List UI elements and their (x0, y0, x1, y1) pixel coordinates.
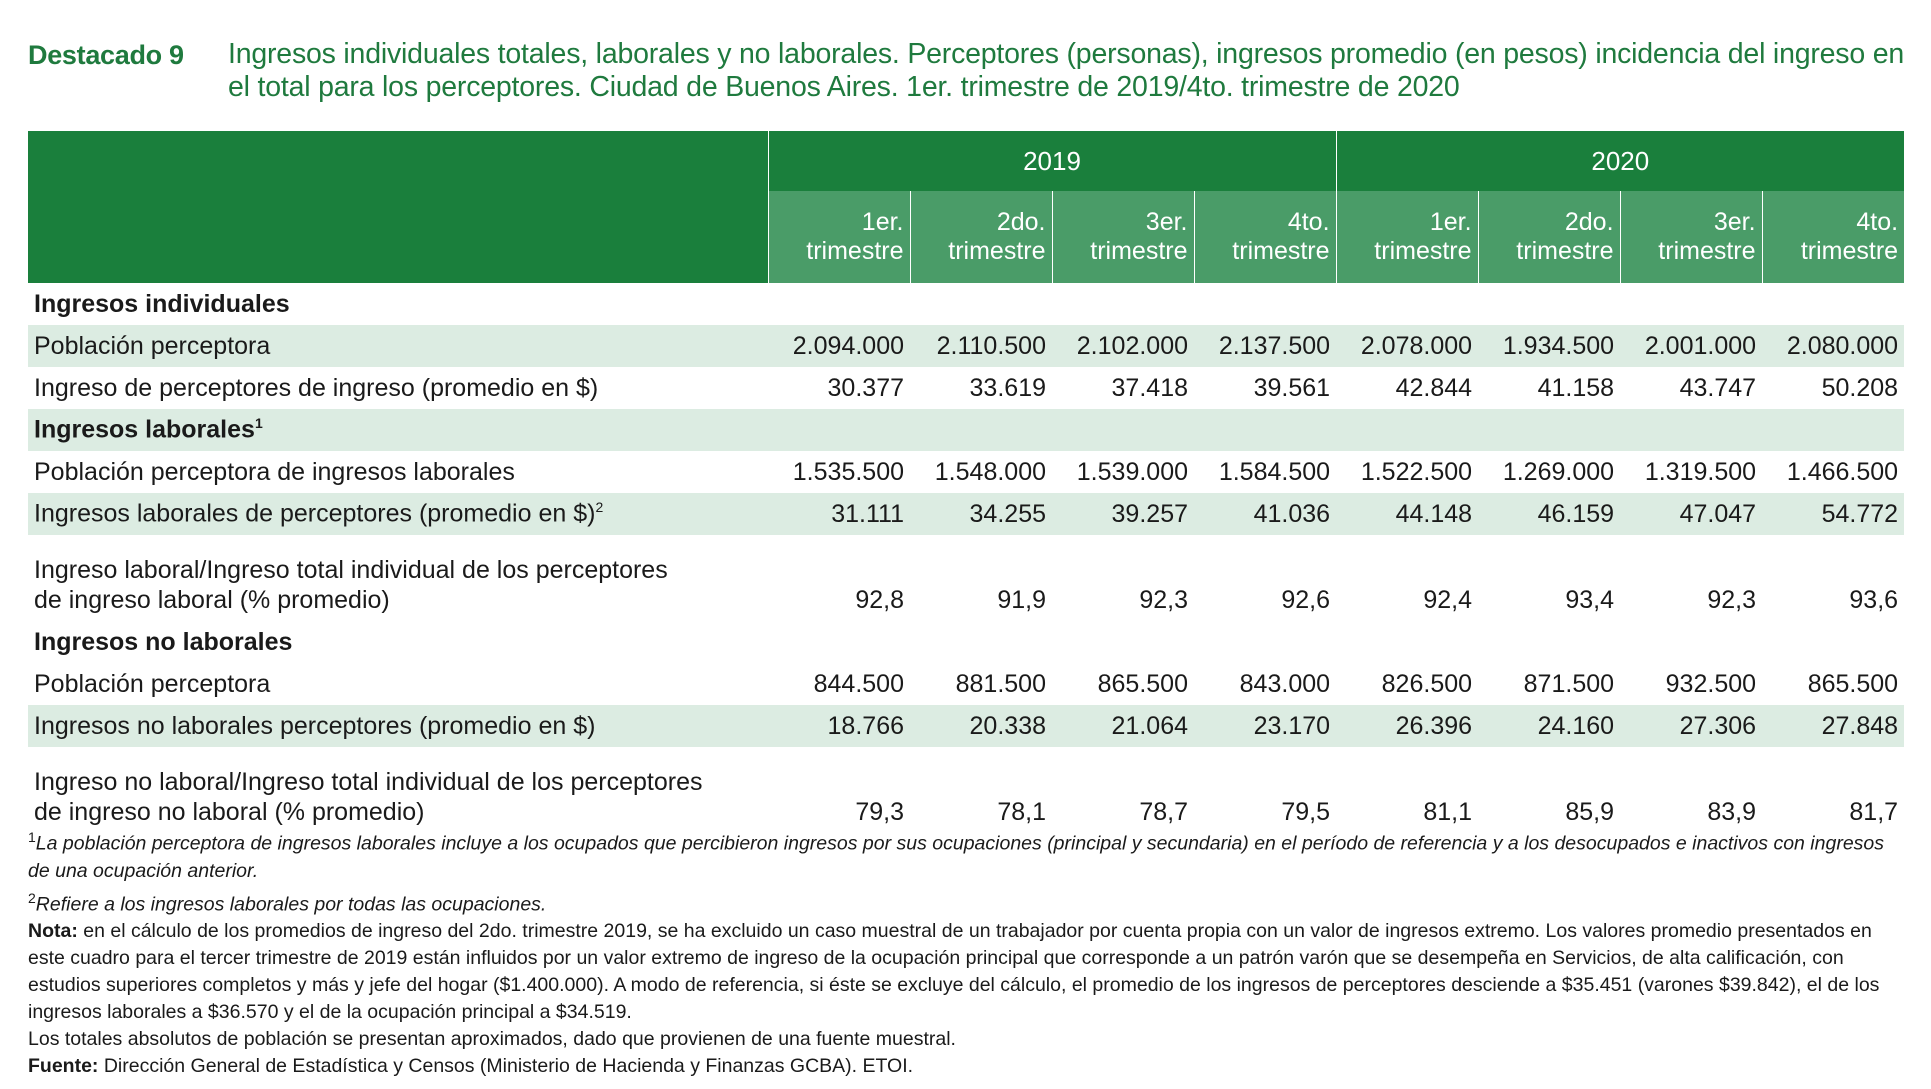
table-cell: 41.036 (1194, 493, 1336, 535)
table-cell: 865.500 (1807, 669, 1899, 698)
table-row (28, 451, 1904, 493)
table-row (28, 535, 1904, 621)
footnote-1-text: La población perceptora de ingresos laborales incluye a los ocupados que percibieron ingresos por sus ocupaciones (principal y secundaria) en el período de referencia y a los desocupados e inactivos con ingresos de una ocupación anterior. (28, 832, 1885, 882)
footnote-marker: 2 (595, 499, 604, 516)
year-header-row (28, 131, 1904, 191)
footnote-2-marker: 2 (28, 889, 36, 906)
figure-title: Ingresos individuales totales, laborales y no laborales. Perceptores (personas), ingresos promedio (en pesos) incidencia del ingreso en el total para los perceptores. Ciudad de Buenos Aires. 1er. trimestre de 2019/4to. trimestre de 2020 (228, 38, 1905, 103)
table-cell: 1.539.000 (1076, 457, 1188, 486)
row-label (28, 367, 768, 409)
section-title-text: Ingresos laborales (34, 415, 255, 444)
table-cell: 2.102.000 (1052, 325, 1194, 367)
section-title-text: Ingresos no laborales (34, 627, 293, 656)
nota-label: Nota: (28, 920, 78, 942)
row-label (28, 325, 768, 367)
section-title (28, 621, 1904, 663)
section-title (28, 283, 1904, 325)
table-row (28, 663, 1904, 705)
table-cell: 81,1 (1423, 798, 1473, 826)
row-label (28, 451, 768, 493)
figure-label: Destacado 9 (28, 40, 184, 70)
footnote-1 (28, 824, 1908, 885)
row-label-text: Ingresos no laborales perceptores (promedio en $) (34, 711, 596, 740)
table-cell: 37.418 (1111, 373, 1188, 402)
table-cell: 54.772 (1762, 493, 1904, 535)
row-label (28, 493, 768, 535)
table-cell: 843.000 (1239, 669, 1331, 698)
table-cell: 881.500 (955, 669, 1046, 698)
table-row (28, 325, 1904, 367)
header (28, 38, 1908, 108)
table-cell: 92,4 (1423, 586, 1473, 614)
table-row (28, 367, 1904, 409)
quarter-header: 1er. trimestre (768, 191, 910, 283)
table-cell: 78,1 (997, 798, 1046, 826)
table-cell: 30.377 (827, 373, 904, 402)
table-cell: 826.500 (1381, 669, 1473, 698)
table-cell: 92,3 (1139, 586, 1188, 614)
table-cell: 93,6 (1849, 586, 1899, 614)
table-cell: 21.064 (1052, 705, 1194, 747)
year-2019-header: 2019 (768, 131, 1336, 191)
fuente (28, 1053, 1908, 1080)
row-label-line: de ingreso no laboral (% promedio) (34, 798, 425, 826)
table-cell: 2.080.000 (1762, 325, 1904, 367)
table-cell: 2.110.500 (910, 325, 1052, 367)
table-cell: 47.047 (1620, 493, 1762, 535)
row-label (28, 705, 768, 747)
table-cell: 92,8 (855, 586, 904, 614)
section-title-text: Ingresos individuales (34, 289, 290, 318)
table-cell: 34.255 (910, 493, 1052, 535)
table-cell: 865.500 (1097, 669, 1188, 698)
table-cell: 41.158 (1537, 373, 1615, 402)
table-cell: 1.548.000 (934, 457, 1046, 486)
fuente-text: Dirección General de Estadística y Censos (Ministerio de Hacienda y Finanzas GCBA). ETOI. (103, 1055, 914, 1077)
table-cell: 27.306 (1620, 705, 1762, 747)
section-row (28, 409, 1904, 451)
footnote-1-marker: 1 (28, 829, 36, 845)
table-cell: 932.500 (1665, 669, 1757, 698)
table-cell: 83,9 (1707, 798, 1757, 826)
header-corner (28, 131, 768, 283)
row-label (28, 747, 768, 833)
table-cell: 2.094.000 (768, 325, 910, 367)
row-label-text: Población perceptora (34, 331, 271, 360)
section-row (28, 621, 1904, 663)
table-cell: 79,3 (855, 798, 904, 826)
quarter-header: 4to. trimestre (1762, 191, 1904, 283)
quarter-header: 2do. trimestre (1478, 191, 1620, 283)
table-cell: 39.257 (1052, 493, 1194, 535)
row-label-text: Ingreso de perceptores de ingreso (promedio en $) (34, 373, 599, 402)
footnote-2 (28, 885, 1908, 919)
table-cell: 2.078.000 (1336, 325, 1478, 367)
table-cell: 46.159 (1478, 493, 1620, 535)
table-cell: 91,9 (997, 586, 1046, 614)
year-2020-header: 2020 (1336, 131, 1904, 191)
table-row (28, 747, 1904, 833)
table-cell: 871.500 (1523, 669, 1615, 698)
table-cell: 1.269.000 (1502, 457, 1615, 486)
table-row (28, 493, 1904, 535)
table-cell: 31.111 (768, 493, 910, 535)
table-cell: 81,7 (1849, 798, 1899, 826)
footnote-marker: 1 (254, 415, 263, 432)
table-cell: 92,3 (1707, 586, 1757, 614)
row-label (28, 535, 768, 621)
quarter-header: 2do. trimestre (910, 191, 1052, 283)
table-cell: 93,4 (1565, 586, 1615, 614)
totales-note: Los totales absolutos de población se presentan aproximados, dado que provienen de una fuente muestral. (28, 1028, 956, 1050)
table-cell: 33.619 (969, 373, 1046, 402)
quarter-header: 3er. trimestre (1052, 191, 1194, 283)
table-cell: 1.934.500 (1478, 325, 1620, 367)
table-cell: 1.535.500 (792, 457, 904, 486)
table-cell: 2.001.000 (1620, 325, 1762, 367)
fuente-label: Fuente: (28, 1055, 99, 1077)
table-cell: 39.561 (1253, 373, 1331, 402)
table-cell: 85,9 (1565, 798, 1615, 826)
row-label-text: Ingresos laborales de perceptores (promedio en $) (34, 499, 596, 528)
table-cell: 43.747 (1679, 373, 1757, 402)
row-label-line: de ingreso laboral (% promedio) (34, 586, 390, 614)
table-cell: 23.170 (1194, 705, 1336, 747)
footnote-2-text: Refiere a los ingresos laborales por todas las ocupaciones. (35, 893, 547, 915)
table-cell: 78,7 (1139, 798, 1188, 826)
table-cell: 844.500 (813, 669, 904, 698)
table-cell: 27.848 (1762, 705, 1904, 747)
table-cell: 42.844 (1395, 373, 1473, 402)
nota (28, 918, 1908, 1026)
table-cell: 1.584.500 (1218, 457, 1331, 486)
row-label-line: Ingreso no laboral/Ingreso total individual de los perceptores (34, 768, 703, 796)
table-cell: 1.466.500 (1786, 457, 1899, 486)
nota-text: en el cálculo de los promedios de ingreso del 2do. trimestre 2019, se ha excluido un caso muestral de un trabajador por cuenta propia con un valor de ingresos extremo. Los valores promedio presentados en este cuadro para el tercer trimestre de 2019 están influidos por un valor extremo de ingreso de la ocupación principal que corresponde a un patrón varón que se desempeña en Servicios, de alta calificación, con estudios superiores completos y más y jefe del hogar ($1.400.000). A modo de referencia, si éste se excluye del cálculo, el promedio de los ingresos de perceptores desciende a $35.451 (varones $39.842), el de los ingresos laborales a $36.570 y el de la ocupación principal a $34.519. (28, 920, 1880, 1023)
data-table (28, 131, 1904, 833)
section-title (28, 409, 1904, 451)
quarter-header: 4to. trimestre (1194, 191, 1336, 283)
table-cell: 1.319.500 (1644, 457, 1757, 486)
row-label (28, 663, 768, 705)
table-cell: 50.208 (1821, 373, 1899, 402)
table-cell: 20.338 (910, 705, 1052, 747)
footnotes (28, 824, 1908, 1080)
table-cell: 1.522.500 (1360, 457, 1473, 486)
row-label-line: Ingreso laboral/Ingreso total individual de los perceptores (34, 556, 668, 584)
table-cell: 24.160 (1478, 705, 1620, 747)
table-cell: 2.137.500 (1194, 325, 1336, 367)
table-cell: 79,5 (1281, 798, 1331, 826)
table-cell: 26.396 (1336, 705, 1478, 747)
table-cell: 44.148 (1336, 493, 1478, 535)
quarter-header: 3er. trimestre (1620, 191, 1762, 283)
table-cell: 18.766 (768, 705, 910, 747)
quarter-header: 1er. trimestre (1336, 191, 1478, 283)
section-row (28, 283, 1904, 325)
table-row (28, 705, 1904, 747)
table-cell: 92,6 (1281, 586, 1331, 614)
row-label-text: Población perceptora (34, 669, 271, 698)
table-body (28, 283, 1904, 833)
row-label-text: Población perceptora de ingresos laborales (34, 457, 515, 486)
